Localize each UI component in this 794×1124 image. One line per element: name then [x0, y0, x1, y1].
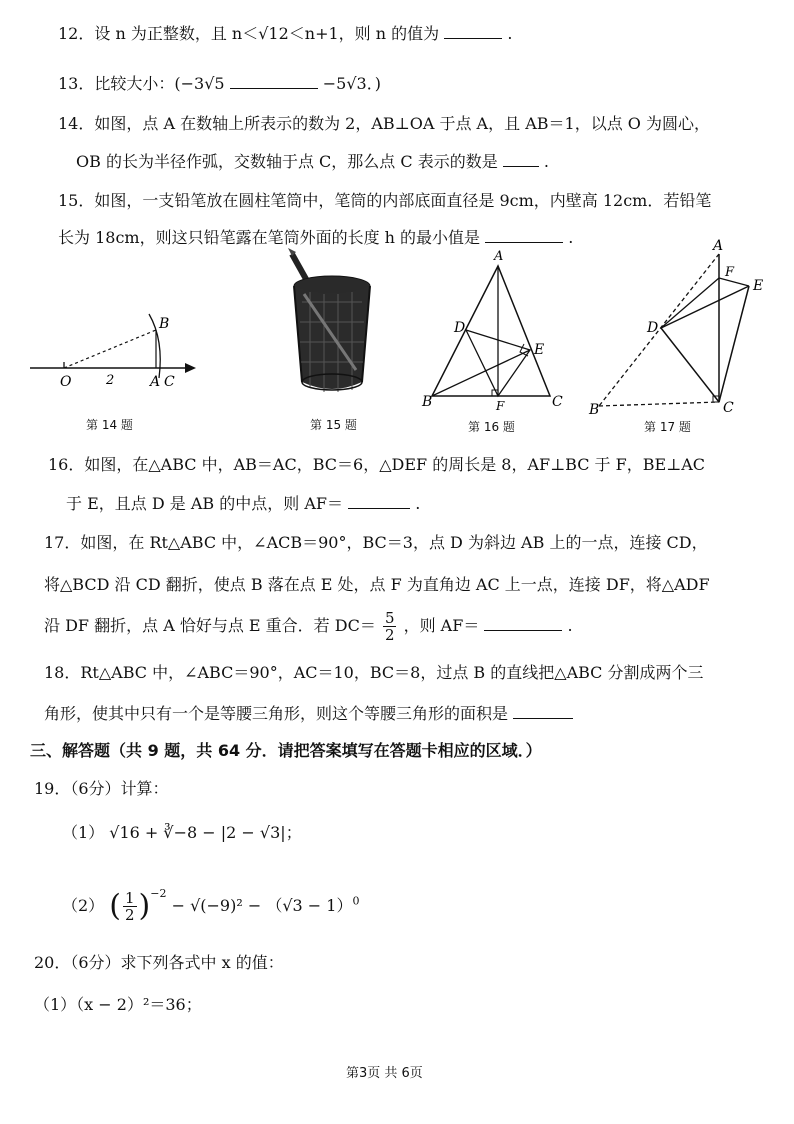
- label-2: 2: [106, 373, 115, 388]
- question-13: [58, 72, 381, 95]
- figure-16: [420, 248, 570, 413]
- q19-p2-frac-den: 2: [125, 906, 135, 924]
- q12-text: 12．设 n 为正整数，且 n＜√12＜n+1，则 n 的值为: [58, 24, 440, 43]
- q12-tail: .: [507, 24, 513, 43]
- page-footer: 第3页 共 6页: [346, 1066, 423, 1081]
- figure-17: [585, 236, 775, 416]
- question-15-line1: 15．如图，一支铅笔放在圆柱笔筒中，笔筒的内部底面直径是 9cm，内壁高 12cm．若铅笔: [58, 191, 712, 210]
- q15-answer-blank[interactable]: [485, 226, 563, 243]
- q13-answer-blank[interactable]: [230, 72, 318, 89]
- figure-15-pencil-cup: [280, 242, 390, 402]
- q14-answer-blank[interactable]: [503, 150, 539, 167]
- label-E: E: [534, 342, 545, 358]
- q19-p1-expr: √16 + ∛−8 − |2 − √3|；: [109, 823, 302, 842]
- label-D: D: [647, 320, 659, 336]
- q19-part1: [62, 822, 302, 844]
- q16-tail: .: [415, 494, 421, 513]
- question-18-line2: [44, 702, 573, 725]
- question-17-line3: [44, 606, 573, 646]
- caption-17: 第 17 题: [644, 420, 691, 434]
- label-B: B: [422, 394, 433, 410]
- caption-16: 第 16 题: [468, 420, 515, 434]
- question-14-line1: 14．如图，点 A 在数轴上所表示的数为 2，AB⊥OA 于点 A，且 AB＝1，以点 O 为圆心，: [58, 114, 710, 133]
- label-B: B: [589, 402, 600, 416]
- q18-answer-blank[interactable]: [513, 702, 573, 719]
- q19-p2-label: （2）: [62, 896, 105, 915]
- q13-tail: −5√3．): [322, 74, 381, 93]
- figure-14: [28, 300, 218, 400]
- q19-p2-exp: −2: [150, 887, 167, 900]
- q17-answer-blank[interactable]: [484, 614, 562, 631]
- label-A: A: [713, 238, 724, 254]
- q14-tail: .: [543, 152, 549, 171]
- q15-text: 长为 18cm，则这只铅笔露在笔筒外面的长度 h 的最小值是: [58, 228, 481, 247]
- caption-15: 第 15 题: [310, 418, 357, 432]
- question-19-head: 19．（6分）计算：: [34, 779, 169, 798]
- q19-p2-exp2: 0: [352, 894, 360, 908]
- question-17-line1: 17．如图，在 Rt△ABC 中，∠ACB＝90°，BC＝3，点 D 为斜边 AB 上的一点，连接 CD，: [44, 533, 708, 552]
- label-A: A: [494, 249, 504, 264]
- question-16-line1: 16．如图，在△ABC 中，AB＝AC，BC＝6，△DEF 的周长是 8，AF⊥BC 于 F，BE⊥AC: [48, 455, 706, 474]
- q17-text-a: 沿 DF 翻折，点 A 恰好与点 E 重合．若 DC＝: [44, 616, 376, 635]
- label-E: E: [753, 278, 764, 294]
- q17-frac-den: 2: [384, 626, 395, 644]
- q14-text: OB 的长为半径作弧，交数轴于点 C，那么点 C 表示的数是: [76, 152, 498, 171]
- caption-14: 第 14 题: [86, 418, 133, 432]
- q19-p2-fraction: [123, 890, 137, 923]
- section-3-title: 三、解答题（共 9 题，共 64 分．请把答案填写在答题卡相应的区域．）: [30, 741, 542, 760]
- q16-text: 于 E，且点 D 是 AB 的中点，则 AF＝: [66, 494, 343, 513]
- q13-text: 13．比较大小：(−3√5: [58, 74, 225, 93]
- label-F: F: [496, 399, 505, 413]
- q17-text-b: ，则 AF＝: [403, 616, 480, 635]
- question-12: [58, 22, 512, 45]
- q19-p2-rest: − √(−9)² − （√3 − 1）: [171, 896, 353, 915]
- label-F: F: [725, 265, 735, 280]
- question-17-line2: 将△BCD 沿 CD 翻折，使点 B 落在点 E 处，点 F 为直角边 AC 上一点，连接 DF，将△ADF: [44, 575, 710, 594]
- label-C: C: [552, 394, 563, 410]
- question-16-line2: [66, 492, 420, 515]
- q19-p2-frac-num: 1: [125, 889, 135, 907]
- label-A: A: [150, 374, 161, 390]
- label-B: B: [159, 316, 170, 332]
- q17-tail: .: [567, 616, 573, 635]
- question-20-head: 20．（6分）求下列各式中 x 的值：: [34, 953, 284, 972]
- label-C: C: [164, 374, 175, 390]
- label-C: C: [723, 400, 734, 416]
- q17-fraction: [383, 610, 397, 643]
- label-D: D: [454, 320, 466, 336]
- q19-part2: （2） ( $\frac{1}{2}$ )$^{-2} - √(-9)^2 - (√3 - 1)^0$: [62, 887, 360, 924]
- q17-frac-num: 5: [384, 609, 395, 627]
- q19-p1-label: （1）: [62, 823, 105, 842]
- question-18-line1: 18．Rt△ABC 中，∠ABC＝90°，AC＝10，BC＝8，过点 B 的直线把△ABC 分割成两个三: [44, 663, 704, 682]
- q18-text: 角形，使其中只有一个是等腰三角形，则这个等腰三角形的面积是: [44, 704, 509, 723]
- label-O: O: [60, 374, 72, 390]
- question-14-line2: [76, 150, 549, 173]
- q16-answer-blank[interactable]: [348, 492, 410, 509]
- q15-tail: .: [568, 228, 574, 247]
- q20-part1: （1）（x − 2）²＝36；: [34, 995, 202, 1014]
- q12-answer-blank[interactable]: [444, 22, 502, 39]
